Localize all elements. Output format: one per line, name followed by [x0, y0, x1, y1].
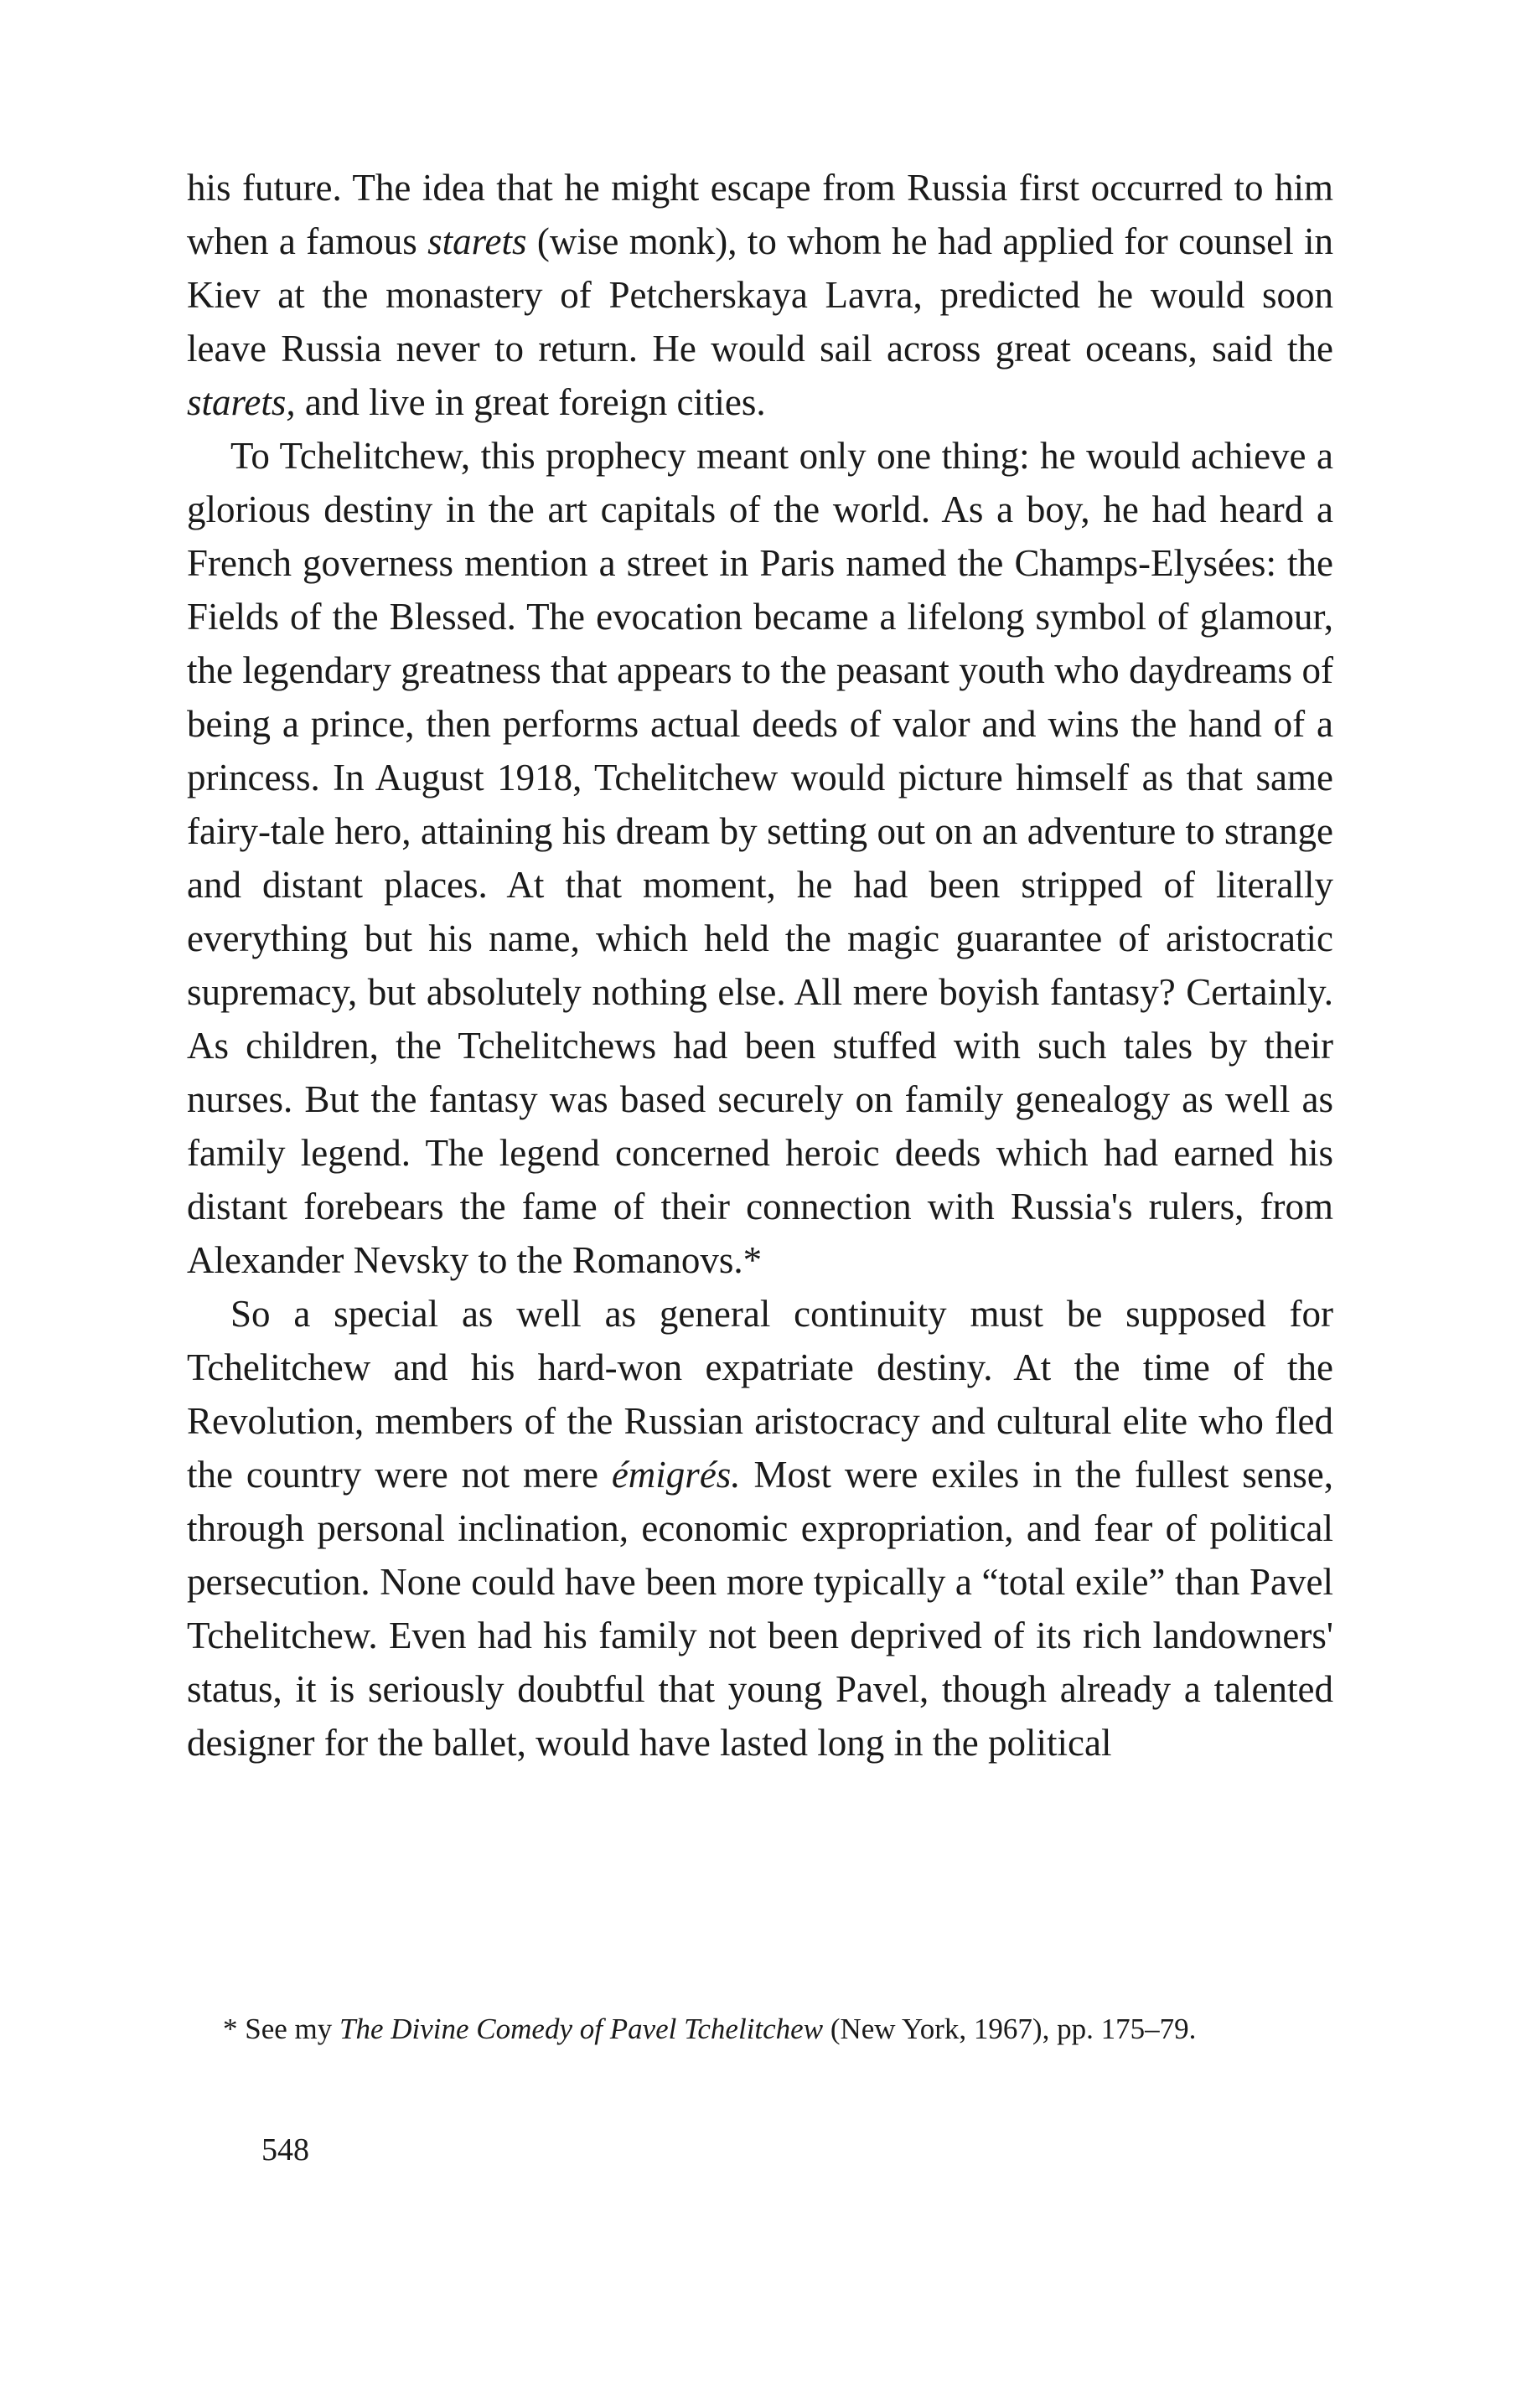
footnote-citation: (New York, 1967), pp. 175–79. [823, 2013, 1197, 2045]
paragraph-3-text-end: Most were exiles in the fullest sense, through personal inclination, economic expropriation, and fear of political persecution. None could have been more typically a “total exile” than Pavel Tchelitchew. Even had his family not been deprived of its rich landowners' status, it is seriously doubtful that young Pavel, though already a talented designer for the ballet, would have lasted long in the political [187, 1454, 1333, 1764]
paragraph-3-italic-emigres: émigrés. [611, 1454, 741, 1496]
footnote-text: * See my [223, 2013, 340, 2045]
paragraph-1-italic-starets-2: starets, [187, 381, 296, 423]
footnote [187, 2009, 1333, 2049]
paragraph-2 [187, 429, 1333, 1287]
footnote-book-title: The Divine Comedy of Pavel Tchelitchew [339, 2013, 824, 2045]
paragraph-1-text: his future. The idea that he might escape from Russia first occurred to him when a famous [187, 167, 1333, 262]
paragraph-1-italic-starets: starets [427, 220, 527, 262]
paragraph-3 [187, 1287, 1333, 1770]
page-number: 548 [261, 2132, 309, 2168]
paragraph-1-text-continued: (wise monk), to whom he had applied for counsel in Kiev at the monastery of Petcherskaya Lavra, predicted he would soon leave Russia never to return. He would sail across great oceans, said the [187, 220, 1334, 369]
paragraph-1 [187, 161, 1333, 429]
paragraph-3-text: So a special as well as general continuity must be supposed for Tchelitchew and his hard-won expatriate destiny. At the time of the Revolution, members of the Russian aristocracy and cultural elite who fled the country were not mere [187, 1293, 1333, 1496]
body-text [187, 161, 1333, 1770]
paragraph-2-text: To Tchelitchew, this prophecy meant only one thing: he would achieve a glorious destiny in the art capitals of the world. As a boy, he had heard a French governess mention a street in Paris named the Champs-Elysées: the Fields of the Blessed. The evocation became a lifelong symbol of glamour, the legendary greatness that appears to the peasant youth who daydreams of being a prince, then performs actual deeds of valor and wins the hand of a princess. In August 1918, Tchelitchew would picture himself as that same fairy-tale hero, attaining his dream by setting out on an adventure to strange and distant places. At that moment, he had been stripped of literally everything but his name, which held the magic guarantee of aristocratic supremacy, but absolutely nothing else. All mere boyish fantasy? Certainly. As children, the Tchelitchews had been stuffed with such tales by their nurses. But the fantasy was based securely on family genealogy as well as family legend. The legend concerned heroic deeds which had earned his distant forebears the fame of their connection with Russia's rulers, from Alexander Nevsky to the Romanovs.* [187, 435, 1333, 1281]
paragraph-1-text-end: and live in great foreign cities. [295, 381, 766, 423]
